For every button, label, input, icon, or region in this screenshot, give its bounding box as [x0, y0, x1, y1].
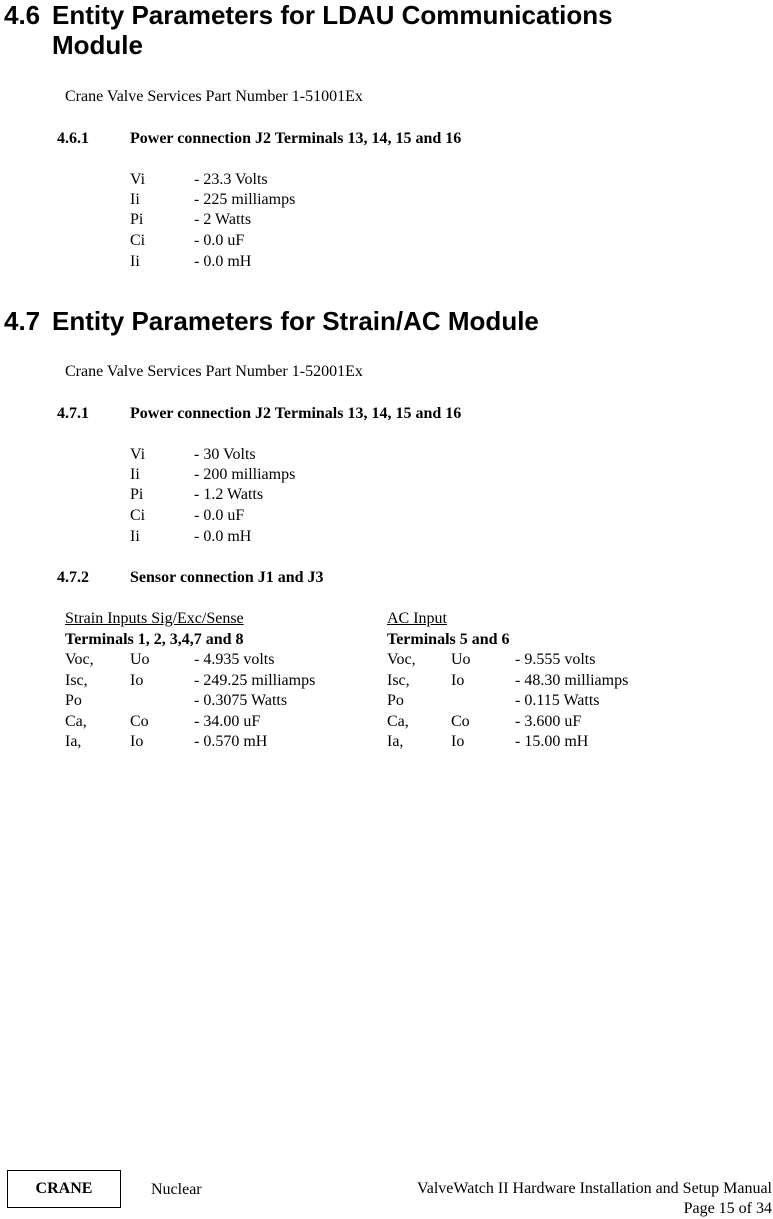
param-value: - 30 Volts: [194, 446, 256, 463]
ac-label: Po: [387, 692, 404, 709]
ac-symbol: Co: [451, 713, 470, 730]
param-value: - 200 milliamps: [194, 466, 296, 483]
param-value: - 1.2 Watts: [194, 486, 264, 503]
param-value: - 225 milliamps: [194, 191, 296, 208]
subsection-title: Sensor connection J1 and J3: [130, 569, 324, 586]
ac-terminals: Terminals 5 and 6: [387, 631, 510, 648]
subsection-number: 4.7.1: [57, 405, 89, 422]
param-symbol: Ii: [130, 528, 140, 545]
footer-division: Nuclear: [151, 1181, 202, 1198]
subsection-number: 4.7.2: [57, 569, 89, 586]
part-number: Crane Valve Services Part Number 1-51001Ex: [65, 88, 363, 105]
section-title: Entity Parameters for Strain/AC Module: [52, 306, 539, 336]
param-symbol: Pi: [130, 486, 144, 503]
ac-value: - 3.600 uF: [515, 713, 582, 730]
param-symbol: Ci: [130, 232, 146, 249]
ac-heading: AC Input: [387, 610, 447, 627]
strain-symbol: Co: [130, 713, 149, 730]
ac-symbol: Io: [451, 672, 465, 689]
strain-heading: Strain Inputs Sig/Exc/Sense: [65, 610, 244, 627]
ac-label: Ia,: [387, 733, 404, 750]
ac-value: - 9.555 volts: [515, 651, 596, 668]
param-value: - 2 Watts: [194, 211, 252, 228]
param-symbol: Ci: [130, 507, 146, 524]
footer-page-number: Page 15 of 34: [683, 1200, 772, 1217]
strain-symbol: Io: [130, 672, 144, 689]
param-symbol: Vi: [130, 171, 146, 188]
ac-label: Isc,: [387, 672, 410, 689]
ac-label: Voc,: [387, 651, 416, 668]
strain-symbol: Uo: [130, 651, 150, 668]
strain-label: Voc,: [65, 651, 94, 668]
param-value: - 23.3 Volts: [194, 171, 268, 188]
ac-symbol: Io: [451, 733, 465, 750]
section-number: 4.7: [4, 306, 41, 336]
ac-value: - 48.30 milliamps: [515, 672, 629, 689]
strain-label: Po: [65, 692, 82, 709]
strain-value: - 34.00 uF: [194, 713, 261, 730]
param-symbol: Ii: [130, 466, 140, 483]
section-4-6-heading: [4, 0, 764, 60]
param-symbol: Vi: [130, 446, 146, 463]
subsection-title: Power connection J2 Terminals 13, 14, 15 and 16: [130, 130, 462, 147]
strain-symbol: Io: [130, 733, 144, 750]
part-number: Crane Valve Services Part Number 1-52001Ex: [65, 363, 363, 380]
strain-label: Ia,: [65, 733, 82, 750]
strain-label: Isc,: [65, 672, 88, 689]
section-title-line2: Module: [52, 30, 143, 60]
strain-label: Ca,: [65, 713, 87, 730]
param-value: - 0.0 uF: [194, 507, 245, 524]
section-4-7-heading: [4, 306, 764, 336]
param-symbol: Ii: [130, 191, 140, 208]
param-symbol: Pi: [130, 211, 144, 228]
strain-value: - 0.3075 Watts: [194, 692, 288, 709]
section-title-line1: Entity Parameters for LDAU Communications: [52, 0, 613, 30]
param-value: - 0.0 mH: [194, 253, 252, 270]
section-number: 4.6: [4, 0, 41, 30]
strain-terminals: Terminals 1, 2, 3,4,7 and 8: [65, 631, 244, 648]
strain-value: - 0.570 mH: [194, 733, 268, 750]
ac-symbol: Uo: [451, 651, 471, 668]
ac-value: - 15.00 mH: [515, 733, 589, 750]
param-symbol: Ii: [130, 253, 140, 270]
param-value: - 0.0 mH: [194, 528, 252, 545]
subsection-title: Power connection J2 Terminals 13, 14, 15 and 16: [130, 405, 462, 422]
crane-logo-text: CRANE: [35, 1180, 93, 1197]
param-value: - 0.0 uF: [194, 232, 245, 249]
footer-manual-title: ValveWatch II Hardware Installation and Setup Manual: [416, 1180, 772, 1197]
strain-value: - 249.25 milliamps: [194, 672, 316, 689]
ac-value: - 0.115 Watts: [515, 692, 600, 709]
strain-value: - 4.935 volts: [194, 651, 275, 668]
crane-logo-box: [7, 1170, 121, 1208]
ac-label: Ca,: [387, 713, 409, 730]
subsection-number: 4.6.1: [57, 130, 89, 147]
